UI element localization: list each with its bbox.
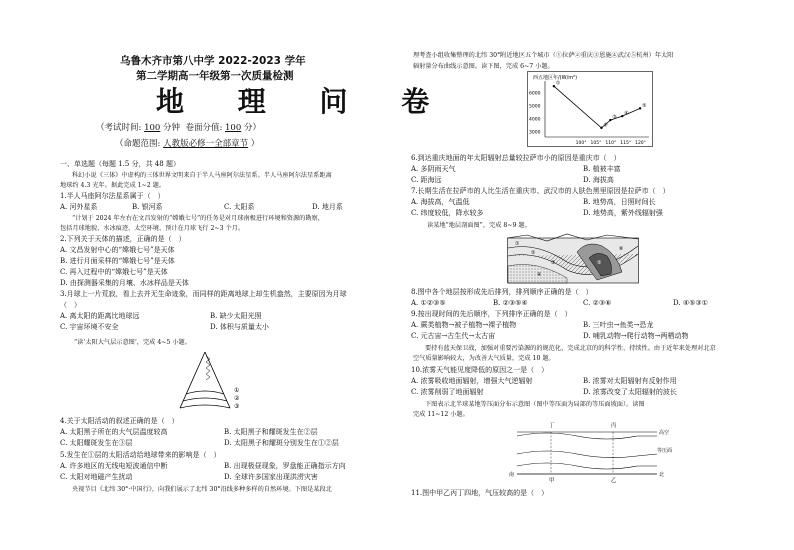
chart-point: [553, 85, 555, 87]
chart-xtick-label: 120°: [635, 141, 646, 146]
chart-ytick-label: 5000: [529, 104, 541, 110]
q3-option-c[interactable]: C. 宇宙环境不安全: [60, 323, 119, 331]
q2-option-c[interactable]: C. 再入过程中的“嫦娥七号”是天体: [60, 268, 168, 276]
q8-option-c[interactable]: C. ②③⑥: [583, 299, 612, 307]
sun-layer-label-2: ②: [234, 395, 240, 402]
score-value: 100: [225, 123, 242, 133]
q7-option-c[interactable]: C. 纬度较低，降水较多: [411, 209, 484, 217]
scope-row: （命题范围: 人教版必修一全部章节 ）: [115, 139, 260, 149]
question-3: 3.月球上一片荒寂，看上去并无生命迹象，而同样的距离地球上却生机盎然，主要原因为月球: [60, 290, 347, 298]
q7-option-b[interactable]: B. 地势高，日照时间长: [583, 198, 656, 206]
subject-title: 地 理 问 卷: [156, 85, 452, 118]
chart-xtick-label: 115°: [620, 141, 632, 146]
sun-atmosphere-figure: [150, 350, 260, 410]
solar-radiation-chart: [527, 71, 653, 147]
chart-xtick-label: 110°: [605, 141, 617, 146]
q10-option-c[interactable]: C. 浓雾削弱了地面辐射: [411, 388, 484, 396]
section-heading: 一、单选题（每题 1.5 分，共 48 题）: [60, 160, 180, 168]
q6-option-a[interactable]: A. 多阴雨天气: [411, 165, 456, 173]
q10-option-d[interactable]: D. 浓雾改变了太阳辐射的波长: [583, 388, 677, 396]
chart-point-label: ②: [603, 122, 608, 129]
q8-option-d[interactable]: D. ④⑤③①: [673, 299, 708, 307]
sun-layer-label-3: ③: [234, 403, 240, 410]
q4-option-d[interactable]: D. 太阳黑子和耀斑分别发生在①②层: [224, 439, 339, 447]
passage-5a: 理考查小组收集整理的北纬 30°附近地区五个城市（①拉萨②重庆③恩施④武汉⑤杭州）年太阳: [413, 52, 674, 59]
chart-xtick-label: 100°: [575, 141, 587, 146]
right-column: [397, 0, 794, 550]
question-7: 7.长期生活在拉萨市的人比生活在重庆市、武汉市的人肤色黑里原因是拉萨市（ ）: [411, 187, 670, 195]
passage-3: “读‘太阳大气层示意图’，完成 4~5 小题。: [74, 339, 191, 346]
q3-option-a[interactable]: A. 离太阳的距离比地球远: [60, 312, 140, 320]
q2-option-b[interactable]: B. 进行月面采样的“嫦娥七号”是天体: [60, 257, 175, 265]
chart-point-label: ①: [555, 80, 561, 87]
passage-1a: 科幻小说《三体》中虚构的三体世界文明来自于半人马座阿尔法星系。半人马座阿尔法星系距离: [72, 172, 332, 179]
question-9: 9.按出现时间的先后顺序，下列排序正确的是（ ）: [411, 310, 572, 318]
question-5: 5.发生在①层的太阳活动给地球带来的影响是（ ）: [60, 451, 221, 459]
chart-point-label: ③: [612, 114, 617, 121]
q6-option-c[interactable]: C. 距海远: [411, 176, 442, 184]
q1-option-c[interactable]: C. 太阳系: [224, 203, 255, 211]
passage-1b: 地球约 4.3 光年。据此完成 1~2 题。: [60, 182, 166, 189]
exam-title: 第二学期高一年级第一次质量检测: [136, 70, 294, 82]
q5-option-a[interactable]: A. 许多地区的无线电短波通信中断: [60, 462, 168, 470]
iso-label-isobar: 等压面: [657, 448, 673, 454]
passage-8a: 下图表示北半球某地等压面分布示意图（图中等压面为局部的等压面坡面）。读图: [425, 401, 645, 408]
q2-option-d[interactable]: D. 由探测器采集的月壤、水冰样品是天体: [60, 279, 189, 287]
chart-xtick-label: 105°: [590, 141, 602, 146]
question-4: 4.关于太阳活动的叙述正确的是（ ）: [60, 417, 179, 425]
question-2: 2.下列关于天体的描述，正确的是（ ）: [60, 235, 186, 243]
q3-option-b[interactable]: B. 缺少太阳光照: [210, 312, 262, 320]
strata-profile-figure: [507, 232, 639, 284]
school-title: 乌鲁木齐市第八中学 2022-2023 学年: [120, 55, 306, 67]
q9-option-b[interactable]: B. 三叶虫→鱼类→恐龙: [583, 321, 654, 329]
iso-label-ding: 丁: [549, 423, 555, 429]
strata-label-6: ⑥: [619, 246, 624, 252]
exam-time-row: （考试时间: 100 分钟 卷面分值: 100 分）: [96, 123, 261, 133]
question-1: 1.半人马座阿尔法星系属于（ ）: [60, 192, 165, 200]
q9-option-c[interactable]: C. 元古宙→古生代→太古宙: [411, 332, 496, 340]
q1-option-d[interactable]: D. 地月系: [312, 203, 343, 211]
q1-option-b[interactable]: B. 银河系: [132, 203, 163, 211]
strata-label-2: ②: [531, 250, 536, 256]
chart-ytick-label: 3000: [529, 130, 541, 136]
chart-point: [609, 119, 611, 121]
q2-option-a[interactable]: A. 文昌发射中心的“嫦娥七号”是天体: [60, 246, 175, 254]
iso-label-high: 高空: [659, 430, 670, 436]
strata-label-1: ①: [515, 241, 520, 247]
iso-label-south: 南: [509, 472, 515, 478]
strata-label-5: ⑤: [597, 260, 602, 266]
question-3-bracket: （ ）: [60, 301, 81, 309]
chart-point-label: ⑤: [642, 102, 647, 109]
q4-option-a[interactable]: A. 太阳黑子所在的大气层温度较高: [60, 428, 168, 436]
passage-5b: 辐射量分布曲线示意图。读下图，完成 6~7 小题。: [413, 63, 554, 70]
strata-label-3: ③: [551, 260, 556, 266]
passage-7a: 要持有蓝天保卫战，加强对重要污染源的的规范化，完成北京的的科学性、持续性。由于近年来处理对北京: [425, 345, 716, 352]
passage-8b: 完成 11~12 小题。: [413, 411, 469, 418]
iso-label-jia: 甲: [549, 478, 555, 484]
chart-ytick-label: 6000: [529, 91, 541, 97]
chart-ytick-label: 4000: [529, 117, 541, 123]
q7-option-a[interactable]: A. 海拔高，气温低: [411, 198, 470, 206]
chart-point-label: ④: [624, 110, 629, 117]
scope-value: 人教版必修一全部章节: [163, 139, 249, 149]
passage-7b: 空气质量影响较大，为改善大气质量，完成 10 题。: [413, 355, 555, 362]
passage-2b: 包括月球地貌、水冰痕迹、太空环境、预计在月球飞行 2~3 个月。: [60, 225, 245, 232]
q9-option-a[interactable]: A. 蕨类植物→被子植物→裸子植物: [411, 321, 517, 329]
strata-label-4: ④: [537, 272, 542, 278]
isobar-figure: [507, 420, 679, 484]
passage-2a: “计划于 2024 年左右在文昌发射的“嫦娥七号”的任务是对月球南极进行环境和资源的勘察，: [72, 215, 324, 222]
q1-option-a[interactable]: A. 河外星系: [60, 203, 98, 211]
chart-point: [600, 127, 602, 129]
q8-option-b[interactable]: B. ②③⑤④: [493, 299, 528, 307]
q4-option-c[interactable]: C. 太阳耀斑发生在③层: [60, 439, 133, 447]
q10-option-a[interactable]: A. 浓雾吸收地面辐射，增强大气逆辐射: [411, 377, 533, 385]
q8-option-a[interactable]: A. ①②③⑤: [411, 299, 446, 307]
iso-label-bing: 丙: [611, 423, 617, 429]
q4-option-b[interactable]: B. 太阳黑子和耀斑发生在②层: [224, 428, 318, 436]
time-value: 100: [144, 123, 161, 133]
question-6: 6.到达重庆地面的年太阳辐射总量较拉萨市小的原因是重庆市（ ）: [411, 154, 621, 162]
question-8: 8.图中各个地层按形成先后排列，排列顺序正确的是（ ）: [411, 288, 593, 296]
q5-option-d[interactable]: D. 全球许多国家出现洪涝灾害: [224, 473, 318, 481]
passage-6: 读某地“地层剖面图”，完成 8~9 题。: [427, 222, 531, 229]
question-10: 10.浓雾天气能见度降低的原因之一是（ ）: [411, 366, 549, 374]
sun-layer-label-1: ①: [234, 387, 240, 394]
iso-label-yi: 乙: [611, 478, 617, 484]
passage-4: 央视节目《北纬 30°·中国行》，向我们展示了北纬 30°沿线多种多样的自然环境。下图是某段北: [72, 486, 332, 493]
q6-option-d[interactable]: D. 海拔高: [583, 176, 614, 184]
q6-option-b[interactable]: B. 植被丰富: [583, 165, 621, 173]
q9-option-d[interactable]: D. 哺乳动物→爬行动物→两栖动物: [583, 332, 689, 340]
q10-option-b[interactable]: B. 浓雾对太阳辐射有反射作用: [583, 377, 677, 385]
q5-option-c[interactable]: C. 太阳对地磁产生扰动: [60, 473, 133, 481]
q7-option-d[interactable]: D. 地势高，紫外线辐射强: [583, 209, 663, 217]
chart-point: [621, 115, 623, 117]
q3-option-d[interactable]: D. 体积与质量太小: [210, 323, 269, 331]
chart-ylabel: 西五地区年/(W/m²): [533, 75, 578, 81]
q5-option-b[interactable]: B. 出现极昼现象，罗盘能正确指示方向: [224, 462, 346, 470]
question-11: 11.图中甲乙丙丁四地，气压较高的是（ ）: [411, 489, 549, 497]
iso-label-north: 北: [659, 472, 665, 478]
chart-point: [639, 107, 641, 109]
